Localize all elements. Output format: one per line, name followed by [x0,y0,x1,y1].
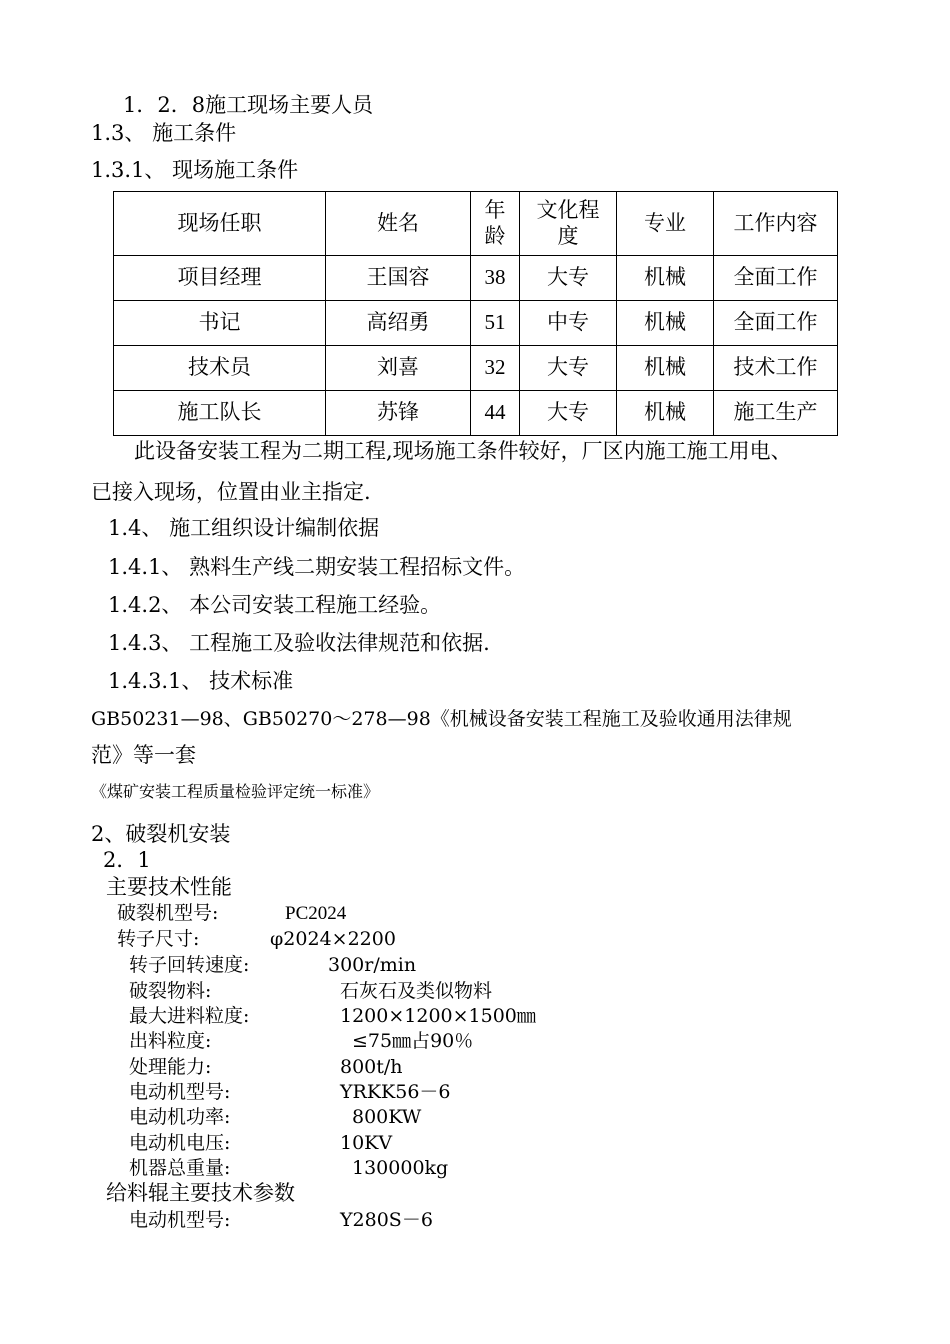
cell-education: 大专 [520,256,617,301]
spec-label: 最大进料粒度: [129,1005,250,1027]
table-row [114,391,838,436]
cell-position: 书记 [114,301,326,346]
header-education [520,192,617,256]
cell-major: 机械 [617,256,714,301]
header-edu-line1: 文化程 [536,198,600,223]
cell-name: 苏锋 [326,391,471,436]
spec-value: 130000kg [352,1157,449,1179]
heading-1-4-1: 1.4.1、 熟料生产线二期安装工程招标文件。 [108,555,526,579]
spec-value: PC2024 [285,903,347,924]
feeder-title: 给料辊主要技术参数 [106,1181,295,1205]
cell-position: 项目经理 [114,256,326,301]
spec-label: 电动机电压: [129,1132,231,1154]
header-major: 专业 [617,192,714,256]
spec-label: 机器总重量: [129,1157,231,1179]
cell-position: 施工队长 [114,391,326,436]
heading-1-2-8: 1．2．8施工现场主要人员 [123,93,374,117]
heading-1-4-3-1: 1.4.3.1、 技术标准 [108,669,294,693]
table-row [114,346,838,391]
heading-1-3: 1.3、 施工条件 [91,121,237,145]
cell-work: 全面工作 [714,301,838,346]
table-row [114,301,838,346]
cell-work: 施工生产 [714,391,838,436]
heading-1-4-3: 1.4.3、 工程施工及验收法律规范和依据. [108,631,490,655]
header-age-line1: 年 [484,198,506,223]
spec-label: 处理能力: [129,1056,212,1078]
cell-education: 大专 [520,346,617,391]
header-position: 现场任职 [114,192,326,256]
performance-title: 主要技术性能 [106,875,232,899]
standards-line3: 《煤矿安装工程质量检验评定统一标准》 [91,782,380,801]
spec-value: YRKK56－6 [340,1081,451,1103]
feeder-spec-value: Y280S－6 [340,1209,433,1231]
spec-value: φ2024×2200 [270,928,396,950]
cell-education: 中专 [520,301,617,346]
heading-1-4: 1.4、 施工组织设计编制依据 [108,516,380,540]
table-row [114,256,838,301]
table-header-row [114,192,838,256]
spec-value: 石灰石及类似物料 [340,980,493,1002]
spec-value: 300r/min [328,954,417,976]
staff-table [113,191,838,436]
spec-label: 出料粒度: [129,1030,212,1052]
cell-name: 王国容 [326,256,471,301]
section-2-title: 2、破裂机安装 [91,822,231,846]
header-age-line2: 龄 [484,223,506,248]
standards-line2: 范》等一套 [91,743,196,767]
cell-major: 机械 [617,391,714,436]
section-2-1: 2．1 [103,848,151,872]
spec-label: 电动机型号: [129,1081,231,1103]
cell-age: 44 [471,391,520,436]
heading-1-3-1: 1.3.1、 现场施工条件 [91,158,299,182]
header-name: 姓名 [326,192,471,256]
cell-name: 高绍勇 [326,301,471,346]
cell-work: 技术工作 [714,346,838,391]
cell-position: 技术员 [114,346,326,391]
spec-value: 800t/h [340,1056,403,1078]
header-edu-line2: 度 [557,223,579,248]
cell-name: 刘喜 [326,346,471,391]
paragraph-conditions-line1: 此设备安装工程为二期工程,现场施工条件较好，厂区内施工施工用电、 [134,439,792,463]
cell-major: 机械 [617,301,714,346]
spec-label: 转子尺寸: [117,928,200,950]
spec-label: 电动机功率: [129,1106,231,1128]
spec-label: 破裂物料: [129,980,212,1002]
cell-age: 32 [471,346,520,391]
spec-label: 转子回转速度: [129,954,250,976]
spec-value: 1200×1200×1500㎜ [340,1005,536,1027]
spec-label: 破裂机型号: [117,902,219,924]
header-work: 工作内容 [714,192,838,256]
cell-work: 全面工作 [714,256,838,301]
cell-education: 大专 [520,391,617,436]
cell-age: 38 [471,256,520,301]
cell-major: 机械 [617,346,714,391]
heading-1-4-2: 1.4.2、 本公司安装工程施工经验。 [108,593,442,617]
paragraph-conditions-line2: 已接入现场，位置由业主指定. [91,480,371,504]
header-age [471,192,520,256]
spec-value: 800KW [352,1106,422,1128]
spec-value: 10KV [340,1132,393,1154]
feeder-spec-label: 电动机型号: [129,1209,231,1231]
cell-age: 51 [471,301,520,346]
standards-line1: GB50231—98、GB50270～278—98《机械设备安装工程施工及验收通用法律规 [91,708,792,730]
spec-value: ≤75㎜占90％ [352,1030,474,1052]
